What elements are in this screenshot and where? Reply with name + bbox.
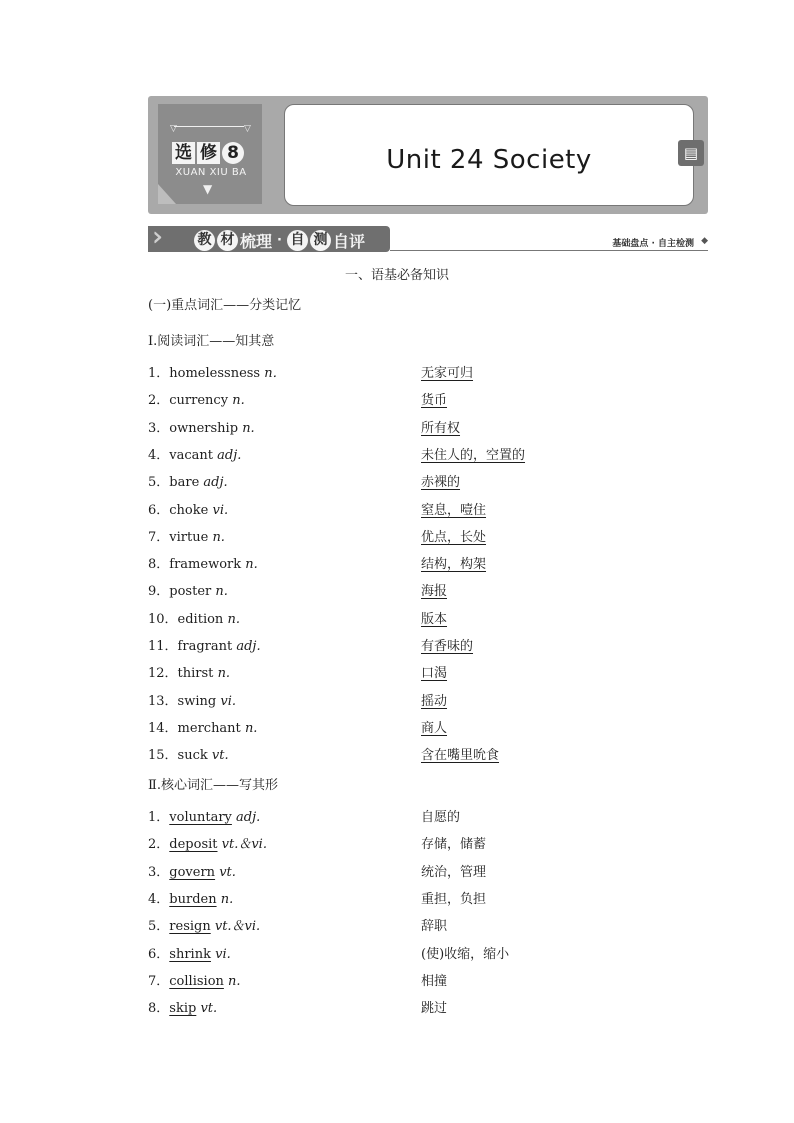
part-title: Ⅱ.核心词汇——写其形 (148, 778, 278, 793)
item-word: voluntary (169, 810, 232, 825)
item-part-of-speech: n. (244, 720, 258, 736)
circled-char: 材 (217, 230, 238, 251)
item-word: burden (169, 891, 217, 907)
section-heading: 一、语基必备知识 (344, 268, 449, 283)
item-part-of-speech: vt. (211, 748, 229, 764)
page-fold-decoration (158, 184, 176, 204)
item-number: 6． (148, 946, 170, 962)
item-part-of-speech: adj. (217, 447, 242, 463)
item-part-of-speech: vi. (215, 946, 231, 962)
unit-banner (148, 96, 708, 214)
item-number: 14． (148, 720, 178, 736)
list-item (148, 639, 261, 655)
list-item (148, 475, 228, 491)
section-strip (148, 222, 708, 254)
item-word: govern (169, 864, 216, 880)
book-icon: ▤ (678, 140, 704, 166)
item-meaning: 辞职 (421, 919, 448, 935)
badge-char: 选 (172, 142, 195, 164)
item-word: fragrant (177, 639, 233, 654)
item-part-of-speech: n. (215, 584, 228, 600)
item-number: 1． (148, 810, 170, 825)
list-item (148, 530, 225, 546)
item-meaning: 自愿的 (421, 810, 461, 825)
list-item (148, 947, 231, 963)
list-item (148, 810, 260, 826)
item-meaning: 摇动 (421, 693, 448, 709)
item-word: homelessness (169, 366, 261, 381)
item-number: 5． (148, 475, 170, 491)
item-part-of-speech: vi. (212, 502, 229, 518)
item-part-of-speech: n. (228, 973, 241, 989)
badge-title (172, 142, 244, 164)
item-number: 3． (148, 420, 170, 436)
list-item (148, 612, 240, 628)
item-number: 12． (148, 666, 178, 682)
item-word: currency (169, 393, 229, 409)
item-number: 2． (148, 393, 170, 409)
item-meaning: 海报 (421, 584, 448, 600)
item-meaning: 含在嘴里吮食 (421, 748, 500, 764)
page-title: Unit 24 Society (386, 145, 592, 175)
item-word: resign (169, 919, 211, 935)
item-part-of-speech: vt. (200, 1001, 218, 1017)
item-number: 8． (148, 1001, 170, 1017)
badge-subtitle: XUAN XIU BA (175, 167, 247, 178)
item-number: 7． (148, 973, 170, 989)
item-meaning: 版本 (421, 611, 448, 627)
item-word: suck (177, 748, 208, 764)
item-number: 10． (148, 611, 178, 627)
item-part-of-speech: n． (264, 366, 286, 381)
item-part-of-speech: vt.＆vi. (221, 837, 267, 853)
item-meaning: 商人 (421, 720, 448, 736)
item-meaning: 赤裸的 (421, 475, 461, 491)
item-number: 4． (148, 891, 170, 907)
diamond-icon: ◆ (701, 236, 708, 246)
item-meaning: 窒息，噎住 (421, 502, 487, 518)
list-item (148, 421, 255, 437)
item-meaning: 优点，长处 (421, 529, 487, 545)
item-part-of-speech: vi. (220, 693, 236, 709)
list-item (148, 837, 267, 853)
item-number: 3． (148, 864, 170, 880)
item-part-of-speech: n. (217, 666, 231, 682)
item-word: framework (169, 557, 242, 573)
item-meaning: 口渴 (421, 666, 448, 682)
item-word: bare (169, 475, 200, 491)
list-item (148, 666, 230, 682)
divider (390, 250, 708, 251)
circled-char: 自 (287, 230, 308, 251)
item-meaning: 相撞 (421, 973, 448, 989)
item-number: 13． (148, 693, 178, 709)
item-word: deposit (169, 837, 218, 853)
item-part-of-speech: adj. (236, 639, 261, 654)
list-item (148, 393, 245, 409)
item-number: 8． (148, 557, 170, 573)
list-item (148, 748, 229, 764)
item-meaning: 有香味的 (421, 639, 474, 654)
item-meaning: 重担，负担 (421, 891, 487, 907)
item-meaning: 跳过 (421, 1001, 448, 1017)
item-number: 11． (148, 639, 178, 654)
item-meaning: 所有权 (421, 420, 461, 436)
item-meaning: 货币 (421, 393, 448, 409)
item-meaning: (使)收缩，缩小 (421, 946, 510, 962)
item-word: swing (177, 693, 217, 709)
item-part-of-speech: n. (232, 393, 245, 409)
item-part-of-speech: n. (227, 611, 240, 627)
title-card (284, 104, 694, 206)
item-part-of-speech: vt. (219, 864, 236, 880)
divider (174, 126, 244, 127)
list-item (148, 448, 241, 464)
chevron-right-icon: ››› (152, 222, 154, 252)
list-item (148, 721, 257, 737)
item-word: poster (169, 584, 212, 600)
circled-char: 测 (310, 230, 331, 251)
item-word: virtue (169, 529, 209, 545)
item-word: collision (169, 973, 224, 989)
item-word: merchant (177, 720, 241, 736)
item-part-of-speech: adj. (203, 475, 228, 491)
list-item (148, 557, 258, 573)
tab-text: 梳理 (240, 232, 273, 251)
list-item (148, 974, 241, 990)
item-word: edition (177, 611, 224, 627)
badge-number: 8 (222, 142, 244, 164)
item-number: 7． (148, 529, 170, 545)
part-title: Ⅰ.阅读词汇——知其意 (148, 334, 275, 349)
item-meaning: 无家可归 (421, 366, 474, 381)
item-word: ownership (169, 420, 239, 436)
list-item (148, 1001, 217, 1017)
list-item (148, 694, 236, 710)
item-word: shrink (169, 946, 211, 962)
item-part-of-speech: n. (212, 529, 225, 545)
item-number: 1． (148, 366, 170, 381)
item-number: 6． (148, 502, 170, 518)
item-number: 4． (148, 447, 170, 463)
item-part-of-speech: n. (242, 420, 255, 436)
down-arrow-icon: ▼ (203, 182, 213, 196)
item-number: 2． (148, 837, 170, 853)
item-part-of-speech: vt.＆vi. (214, 919, 261, 935)
subsection-title: (一)重点词汇——分类记忆 (148, 298, 302, 313)
item-meaning: 未住人的，空置的 (421, 447, 526, 463)
section-tab (148, 222, 390, 252)
item-meaning: 结构，构架 (421, 557, 487, 573)
item-word: thirst (177, 666, 214, 682)
circled-char: 教 (194, 230, 215, 251)
item-number: 15． (148, 748, 178, 764)
item-part-of-speech: n. (245, 557, 258, 573)
list-item (148, 892, 233, 908)
triangle-icon: ▽ (170, 124, 177, 134)
badge-char: 修 (197, 142, 220, 164)
list-item (148, 865, 236, 881)
item-part-of-speech: adj. (236, 810, 261, 825)
tab-text: 自评 (332, 232, 365, 251)
item-word: vacant (169, 447, 214, 463)
item-word: choke (169, 502, 209, 518)
list-item (148, 584, 228, 600)
list-item (148, 919, 260, 935)
item-meaning: 存储，储蓄 (421, 837, 487, 853)
triangle-icon: ▽ (244, 124, 251, 134)
list-item (148, 503, 228, 519)
item-number: 9． (148, 584, 170, 600)
item-part-of-speech: n. (220, 891, 234, 907)
list-item (148, 366, 286, 382)
item-number: 5． (148, 919, 170, 935)
item-meaning: 统治，管理 (421, 864, 487, 880)
item-word: skip (169, 1001, 197, 1017)
section-tab-title (194, 229, 365, 252)
strip-right-label: 基础盘点 · 自主检测 (612, 239, 694, 249)
tab-separator: · (277, 233, 282, 248)
